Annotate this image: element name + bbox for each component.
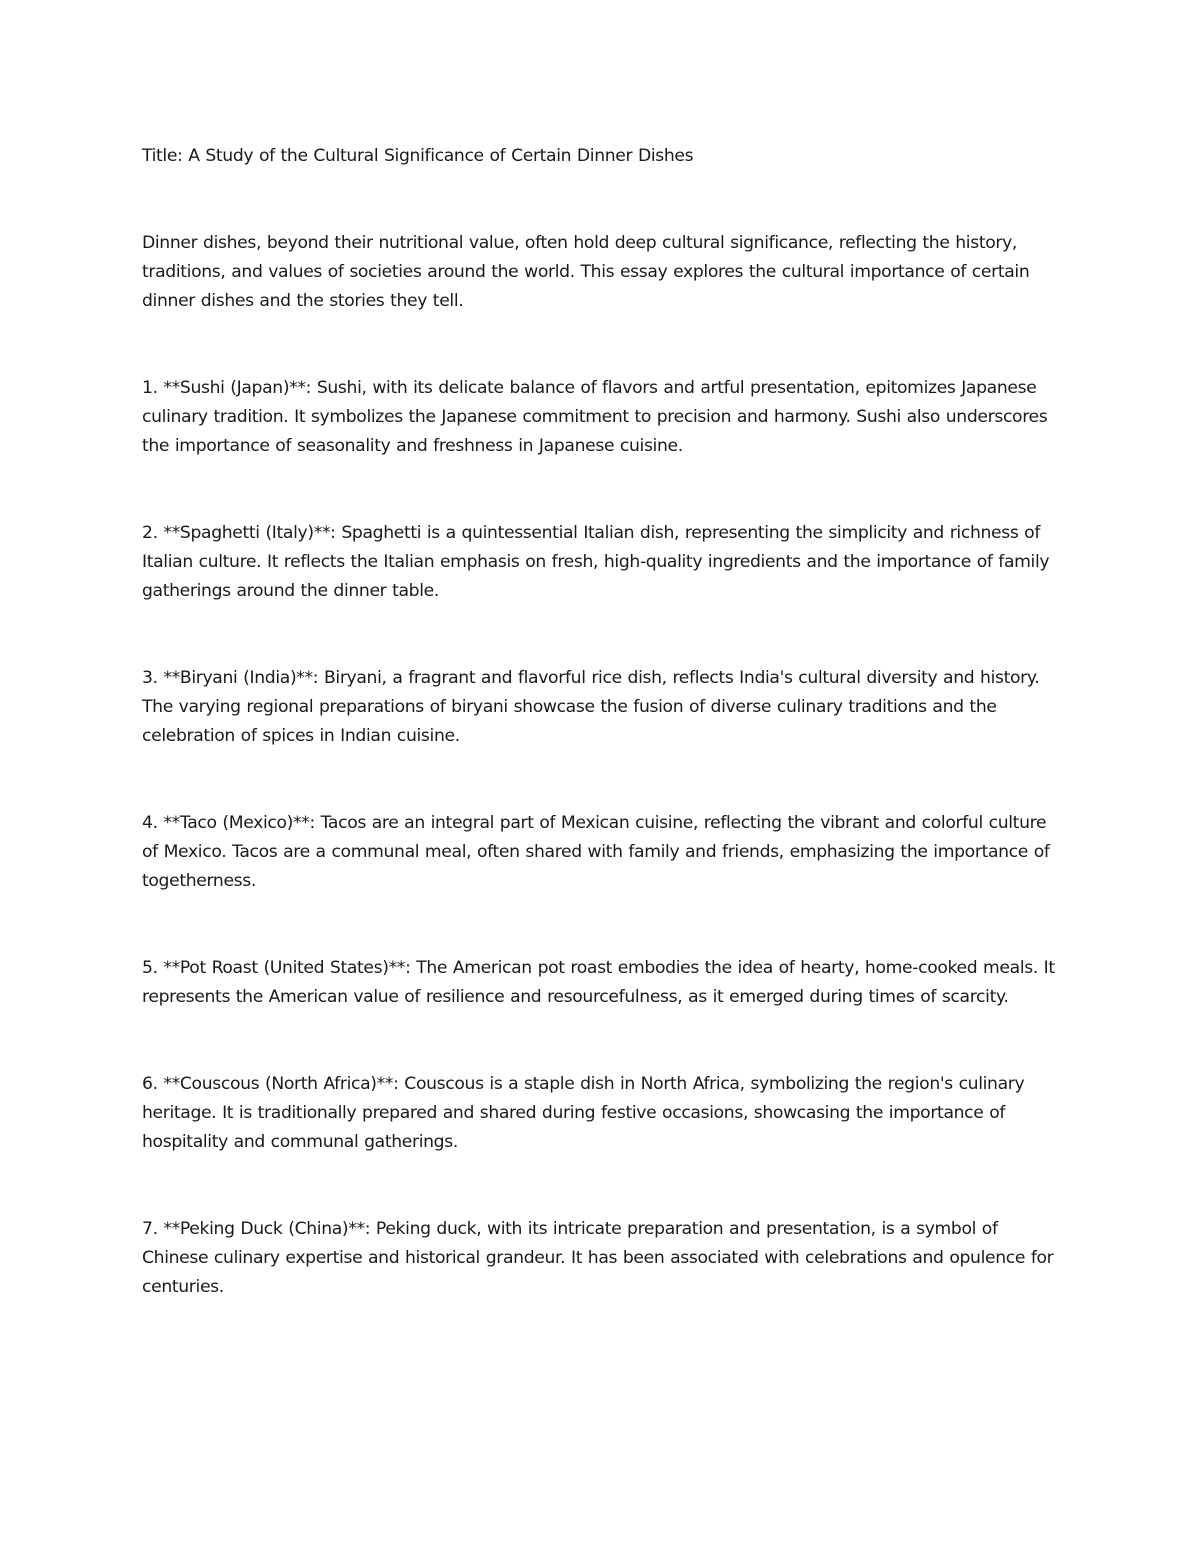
dish-item-biryani: 3. **Biryani (India)**: Biryani, a fragrant and flavorful rice dish, reflects India's cultural diversity and history. The varying regional preparations of biryani showcase the fusion of diverse culinary traditions and the celebration of spices in Indian cuisine. bbox=[142, 668, 1040, 746]
intro-paragraph: Dinner dishes, beyond their nutritional value, often hold deep cultural significance, reflecting the history, traditions, and values of societies around the world. This essay explores the cultural importance of certain dinner dishes and the stories they tell. bbox=[142, 233, 1030, 311]
dish-item-sushi: 1. **Sushi (Japan)**: Sushi, with its delicate balance of flavors and artful presentation, epitomizes Japanese culinary tradition. It symbolizes the Japanese commitment to precision and harmony. Sushi also underscores the importance of seasonality and freshness in Japanese cuisine. bbox=[142, 378, 1048, 456]
dish-item-spaghetti: 2. **Spaghetti (Italy)**: Spaghetti is a quintessential Italian dish, representing the simplicity and richness of Italian culture. It reflects the Italian emphasis on fresh, high-quality ingredients and the importance of family gatherings around the dinner table. bbox=[142, 523, 1050, 601]
dish-item-taco: 4. **Taco (Mexico)**: Tacos are an integral part of Mexican cuisine, reflecting the vibrant and colorful culture of Mexico. Tacos are a communal meal, often shared with family and friends, emphasizing the importance of togetherness. bbox=[142, 813, 1050, 891]
dish-item-couscous: 6. **Couscous (North Africa)**: Couscous is a staple dish in North Africa, symbolizing the region's culinary heritage. It is traditionally prepared and shared during festive occasions, showcasing the importance of hospitality and communal gatherings. bbox=[142, 1074, 1025, 1152]
dish-item-pot-roast: 5. **Pot Roast (United States)**: The American pot roast embodies the idea of hearty, home-cooked meals. It represents the American value of resilience and resourcefulness, as it emerged during times of scarcity. bbox=[142, 958, 1055, 1007]
dish-list bbox=[142, 374, 1064, 1302]
dish-item-peking-duck: 7. **Peking Duck (China)**: Peking duck, with its intricate preparation and presentation, is a symbol of Chinese culinary expertise and historical grandeur. It has been associated with celebrations and opulence for centuries. bbox=[142, 1219, 1054, 1297]
document-body bbox=[142, 142, 1064, 1302]
document-title: Title: A Study of the Cultural Significance of Certain Dinner Dishes bbox=[142, 146, 694, 166]
